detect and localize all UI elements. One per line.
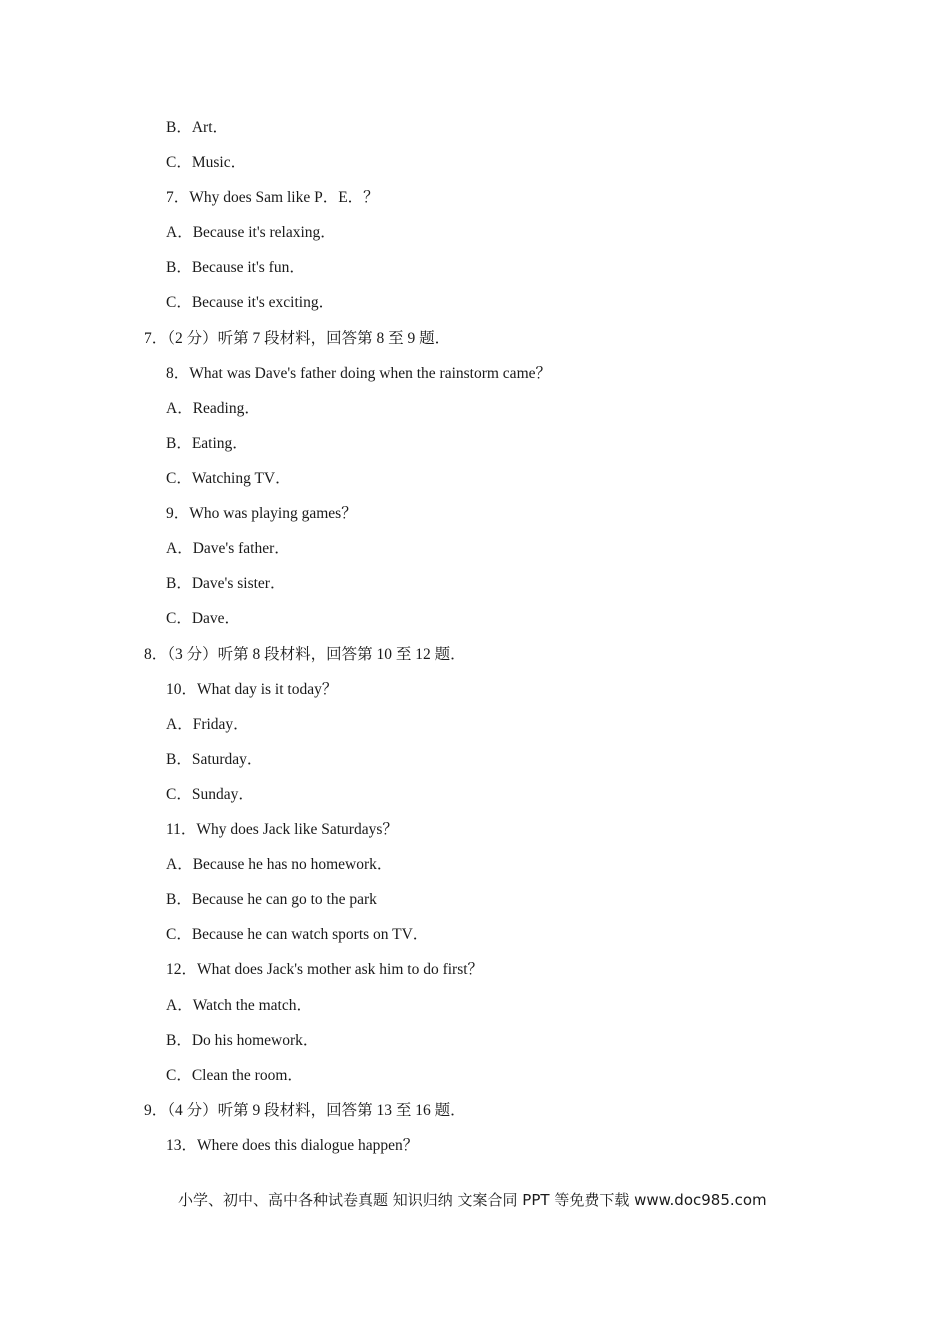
section-heading: 9．（4 分）听第 9 段材料，回答第 13 至 16 题．: [144, 1102, 466, 1119]
question-line: 8．What was Dave's father doing when the rainstorm came？: [166, 365, 552, 382]
option-line: C．Dave．: [166, 610, 241, 627]
option-line: B．Eating．: [166, 435, 248, 452]
option-line: C．Music．: [166, 154, 247, 171]
option-line: C．Watching TV．: [166, 470, 291, 487]
question-line: 12．What does Jack's mother ask him to do first？: [166, 961, 484, 978]
question-line: 10．What day is it today？: [166, 681, 338, 698]
option-line: A．Because he has no homework．: [166, 856, 393, 873]
question-line: 7．Why does Sam like P．E．？: [166, 189, 379, 206]
option-line: A．Dave's father．: [166, 540, 290, 557]
question-line: 13．Where does this dialogue happen？: [166, 1137, 419, 1154]
question-line: 11．Why does Jack like Saturdays？: [166, 821, 398, 838]
option-line: A．Watch the match．: [166, 997, 312, 1014]
option-line: A．Friday．: [166, 716, 249, 733]
option-line: B．Art．: [166, 119, 229, 136]
option-line: B．Saturday．: [166, 751, 263, 768]
question-line: 9．Who was playing games？: [166, 505, 357, 522]
section-heading: 7．（2 分）听第 7 段材料，回答第 8 至 9 题．: [144, 330, 451, 347]
option-line: B．Dave's sister．: [166, 575, 286, 592]
option-line: B．Because it's fun．: [166, 259, 305, 276]
option-line: B．Do his homework．: [166, 1032, 319, 1049]
option-line: C．Clean the room．: [166, 1067, 303, 1084]
option-line: C．Because it's exciting．: [166, 294, 335, 311]
option-line: C．Because he can watch sports on TV．: [166, 926, 429, 943]
option-line: B．Because he can go to the park: [166, 891, 377, 908]
page-footer: 小学、初中、高中各种试卷真题 知识归纳 文案合同 PPT 等免费下载 www.doc985.com: [178, 1191, 767, 1209]
option-line: A．Reading．: [166, 400, 260, 417]
option-line: A．Because it's relaxing．: [166, 224, 336, 241]
option-line: C．Sunday．: [166, 786, 254, 803]
section-heading: 8．（3 分）听第 8 段材料，回答第 10 至 12 题．: [144, 646, 466, 663]
